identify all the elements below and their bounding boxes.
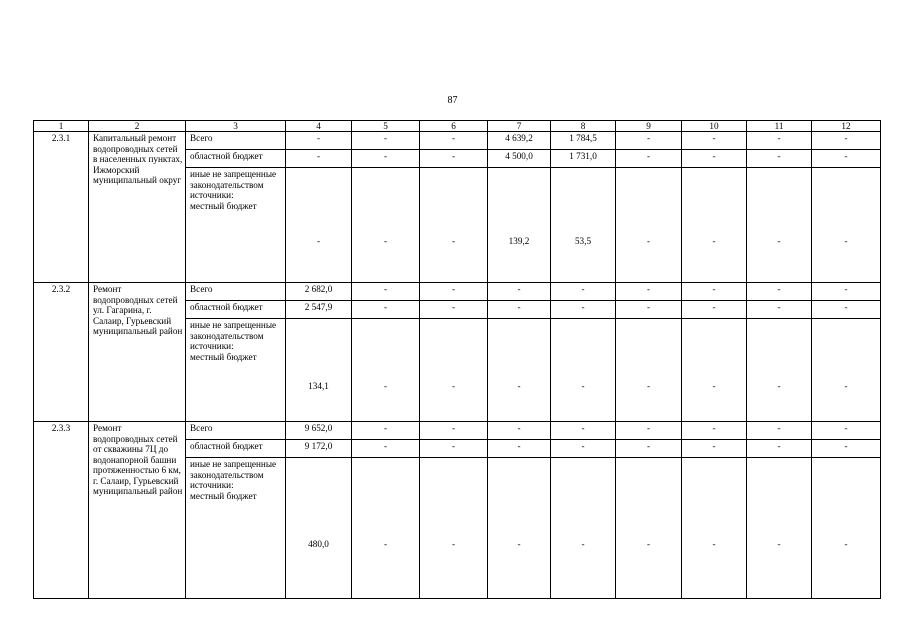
item-name: Ремонт водопроводных сетей ул. Гагарина, г. Салаир, Гурьевский муниципальный район xyxy=(89,283,186,422)
value-cell: - xyxy=(747,132,812,150)
value-cell: - xyxy=(812,168,881,283)
source-other-label: иные не запрещенные законодательством источники: xyxy=(190,459,277,490)
value-cell: - xyxy=(616,422,682,440)
value-cell: - xyxy=(420,283,488,301)
source-oblast: областной бюджет xyxy=(186,150,286,168)
value-cell: - xyxy=(551,440,616,458)
value-cell: - xyxy=(420,168,488,283)
column-number: 6 xyxy=(420,121,488,132)
table-row xyxy=(34,132,881,150)
value-cell: - xyxy=(812,458,881,599)
value-cell: - xyxy=(812,319,881,422)
value-cell: - xyxy=(747,283,812,301)
value-cell: - xyxy=(747,168,812,283)
item-code: 2.3.2 xyxy=(34,283,89,422)
source-local-label: местный бюджет xyxy=(190,200,257,211)
value-cell: - xyxy=(488,458,551,599)
source-other xyxy=(186,319,286,422)
source-oblast: областной бюджет xyxy=(186,440,286,458)
value-cell: - xyxy=(488,440,551,458)
value-cell: - xyxy=(420,132,488,150)
value-cell: - xyxy=(747,422,812,440)
column-number: 8 xyxy=(551,121,616,132)
value-cell: 1 731,0 xyxy=(551,150,616,168)
source-local-label: местный бюджет xyxy=(190,351,257,362)
value-cell: 139,2 xyxy=(488,168,551,283)
value-cell: - xyxy=(488,319,551,422)
column-number: 5 xyxy=(352,121,420,132)
column-number: 11 xyxy=(747,121,812,132)
value-cell: - xyxy=(812,440,881,458)
column-number: 1 xyxy=(34,121,89,132)
source-other xyxy=(186,458,286,599)
value-cell: 2 547,9 xyxy=(286,301,352,319)
value-cell: - xyxy=(682,422,747,440)
item-name: Ремонт водопроводных сетей от скважины 7Ц до водонапорной башни протяженностью 6 км, г. Салаир, Гурьевский муниципальный район xyxy=(89,422,186,599)
value-cell: - xyxy=(747,301,812,319)
value-cell: - xyxy=(420,301,488,319)
source-total: Всего xyxy=(186,132,286,150)
value-cell: 53,5 xyxy=(551,168,616,283)
value-cell: - xyxy=(551,283,616,301)
item-name: Капитальный ремонт водопроводных сетей в населенных пунктах, Ижморский муниципальный округ xyxy=(89,132,186,283)
value-cell: - xyxy=(352,301,420,319)
value-cell: - xyxy=(812,422,881,440)
value-cell: - xyxy=(682,458,747,599)
table-row xyxy=(34,422,881,440)
value-cell: - xyxy=(352,150,420,168)
value-cell: - xyxy=(616,319,682,422)
source-other-label: иные не запрещенные законодательством источники: xyxy=(190,169,277,200)
value-cell: - xyxy=(420,150,488,168)
value-cell: - xyxy=(747,150,812,168)
column-number: 12 xyxy=(812,121,881,132)
source-other xyxy=(186,168,286,283)
value-cell: - xyxy=(616,132,682,150)
value-cell: 1 784,5 xyxy=(551,132,616,150)
source-total: Всего xyxy=(186,283,286,301)
value-cell: - xyxy=(812,132,881,150)
value-cell: - xyxy=(682,150,747,168)
column-number: 4 xyxy=(286,121,352,132)
value-cell: - xyxy=(812,301,881,319)
value-cell: - xyxy=(420,458,488,599)
value-cell: - xyxy=(420,440,488,458)
value-cell: - xyxy=(682,319,747,422)
column-number: 10 xyxy=(682,121,747,132)
value-cell: - xyxy=(551,319,616,422)
value-cell: - xyxy=(420,422,488,440)
value-cell: - xyxy=(616,440,682,458)
column-number: 2 xyxy=(89,121,186,132)
value-cell: 480,0 xyxy=(286,458,352,599)
value-cell: - xyxy=(551,301,616,319)
column-number: 9 xyxy=(616,121,682,132)
value-cell: - xyxy=(488,283,551,301)
value-cell: - xyxy=(616,301,682,319)
value-cell: 2 682,0 xyxy=(286,283,352,301)
table-body xyxy=(34,121,881,599)
source-other-label: иные не запрещенные законодательством источники: xyxy=(190,320,277,351)
value-cell: - xyxy=(616,458,682,599)
value-cell: - xyxy=(616,150,682,168)
value-cell: - xyxy=(616,283,682,301)
value-cell: - xyxy=(352,422,420,440)
value-cell: - xyxy=(286,132,352,150)
value-cell: 9 172,0 xyxy=(286,440,352,458)
value-cell: - xyxy=(286,150,352,168)
value-cell: - xyxy=(352,283,420,301)
page-number: 87 xyxy=(447,95,458,106)
source-oblast: областной бюджет xyxy=(186,301,286,319)
value-cell: - xyxy=(488,301,551,319)
value-cell: - xyxy=(682,132,747,150)
table-row xyxy=(34,283,881,301)
value-cell: - xyxy=(682,301,747,319)
value-cell: - xyxy=(682,440,747,458)
value-cell: - xyxy=(488,422,551,440)
value-cell: - xyxy=(682,283,747,301)
value-cell: - xyxy=(812,150,881,168)
value-cell: - xyxy=(747,319,812,422)
value-cell: 9 652,0 xyxy=(286,422,352,440)
value-cell: - xyxy=(352,458,420,599)
value-cell: - xyxy=(352,440,420,458)
value-cell: - xyxy=(682,168,747,283)
value-cell: - xyxy=(747,458,812,599)
value-cell: - xyxy=(616,168,682,283)
value-cell: - xyxy=(420,319,488,422)
budget-table xyxy=(33,120,881,599)
value-cell: - xyxy=(551,422,616,440)
source-total: Всего xyxy=(186,422,286,440)
item-code: 2.3.1 xyxy=(34,132,89,283)
value-cell: 4 500,0 xyxy=(488,150,551,168)
value-cell: - xyxy=(747,440,812,458)
value-cell: - xyxy=(812,283,881,301)
value-cell: - xyxy=(551,458,616,599)
value-cell: - xyxy=(352,132,420,150)
value-cell: 134,1 xyxy=(286,319,352,422)
value-cell: - xyxy=(286,168,352,283)
value-cell: - xyxy=(352,319,420,422)
source-local-label: местный бюджет xyxy=(190,490,257,501)
item-code: 2.3.3 xyxy=(34,422,89,599)
value-cell: 4 639,2 xyxy=(488,132,551,150)
column-number: 7 xyxy=(488,121,551,132)
value-cell: - xyxy=(352,168,420,283)
column-number: 3 xyxy=(186,121,286,132)
column-number-row xyxy=(34,121,881,132)
